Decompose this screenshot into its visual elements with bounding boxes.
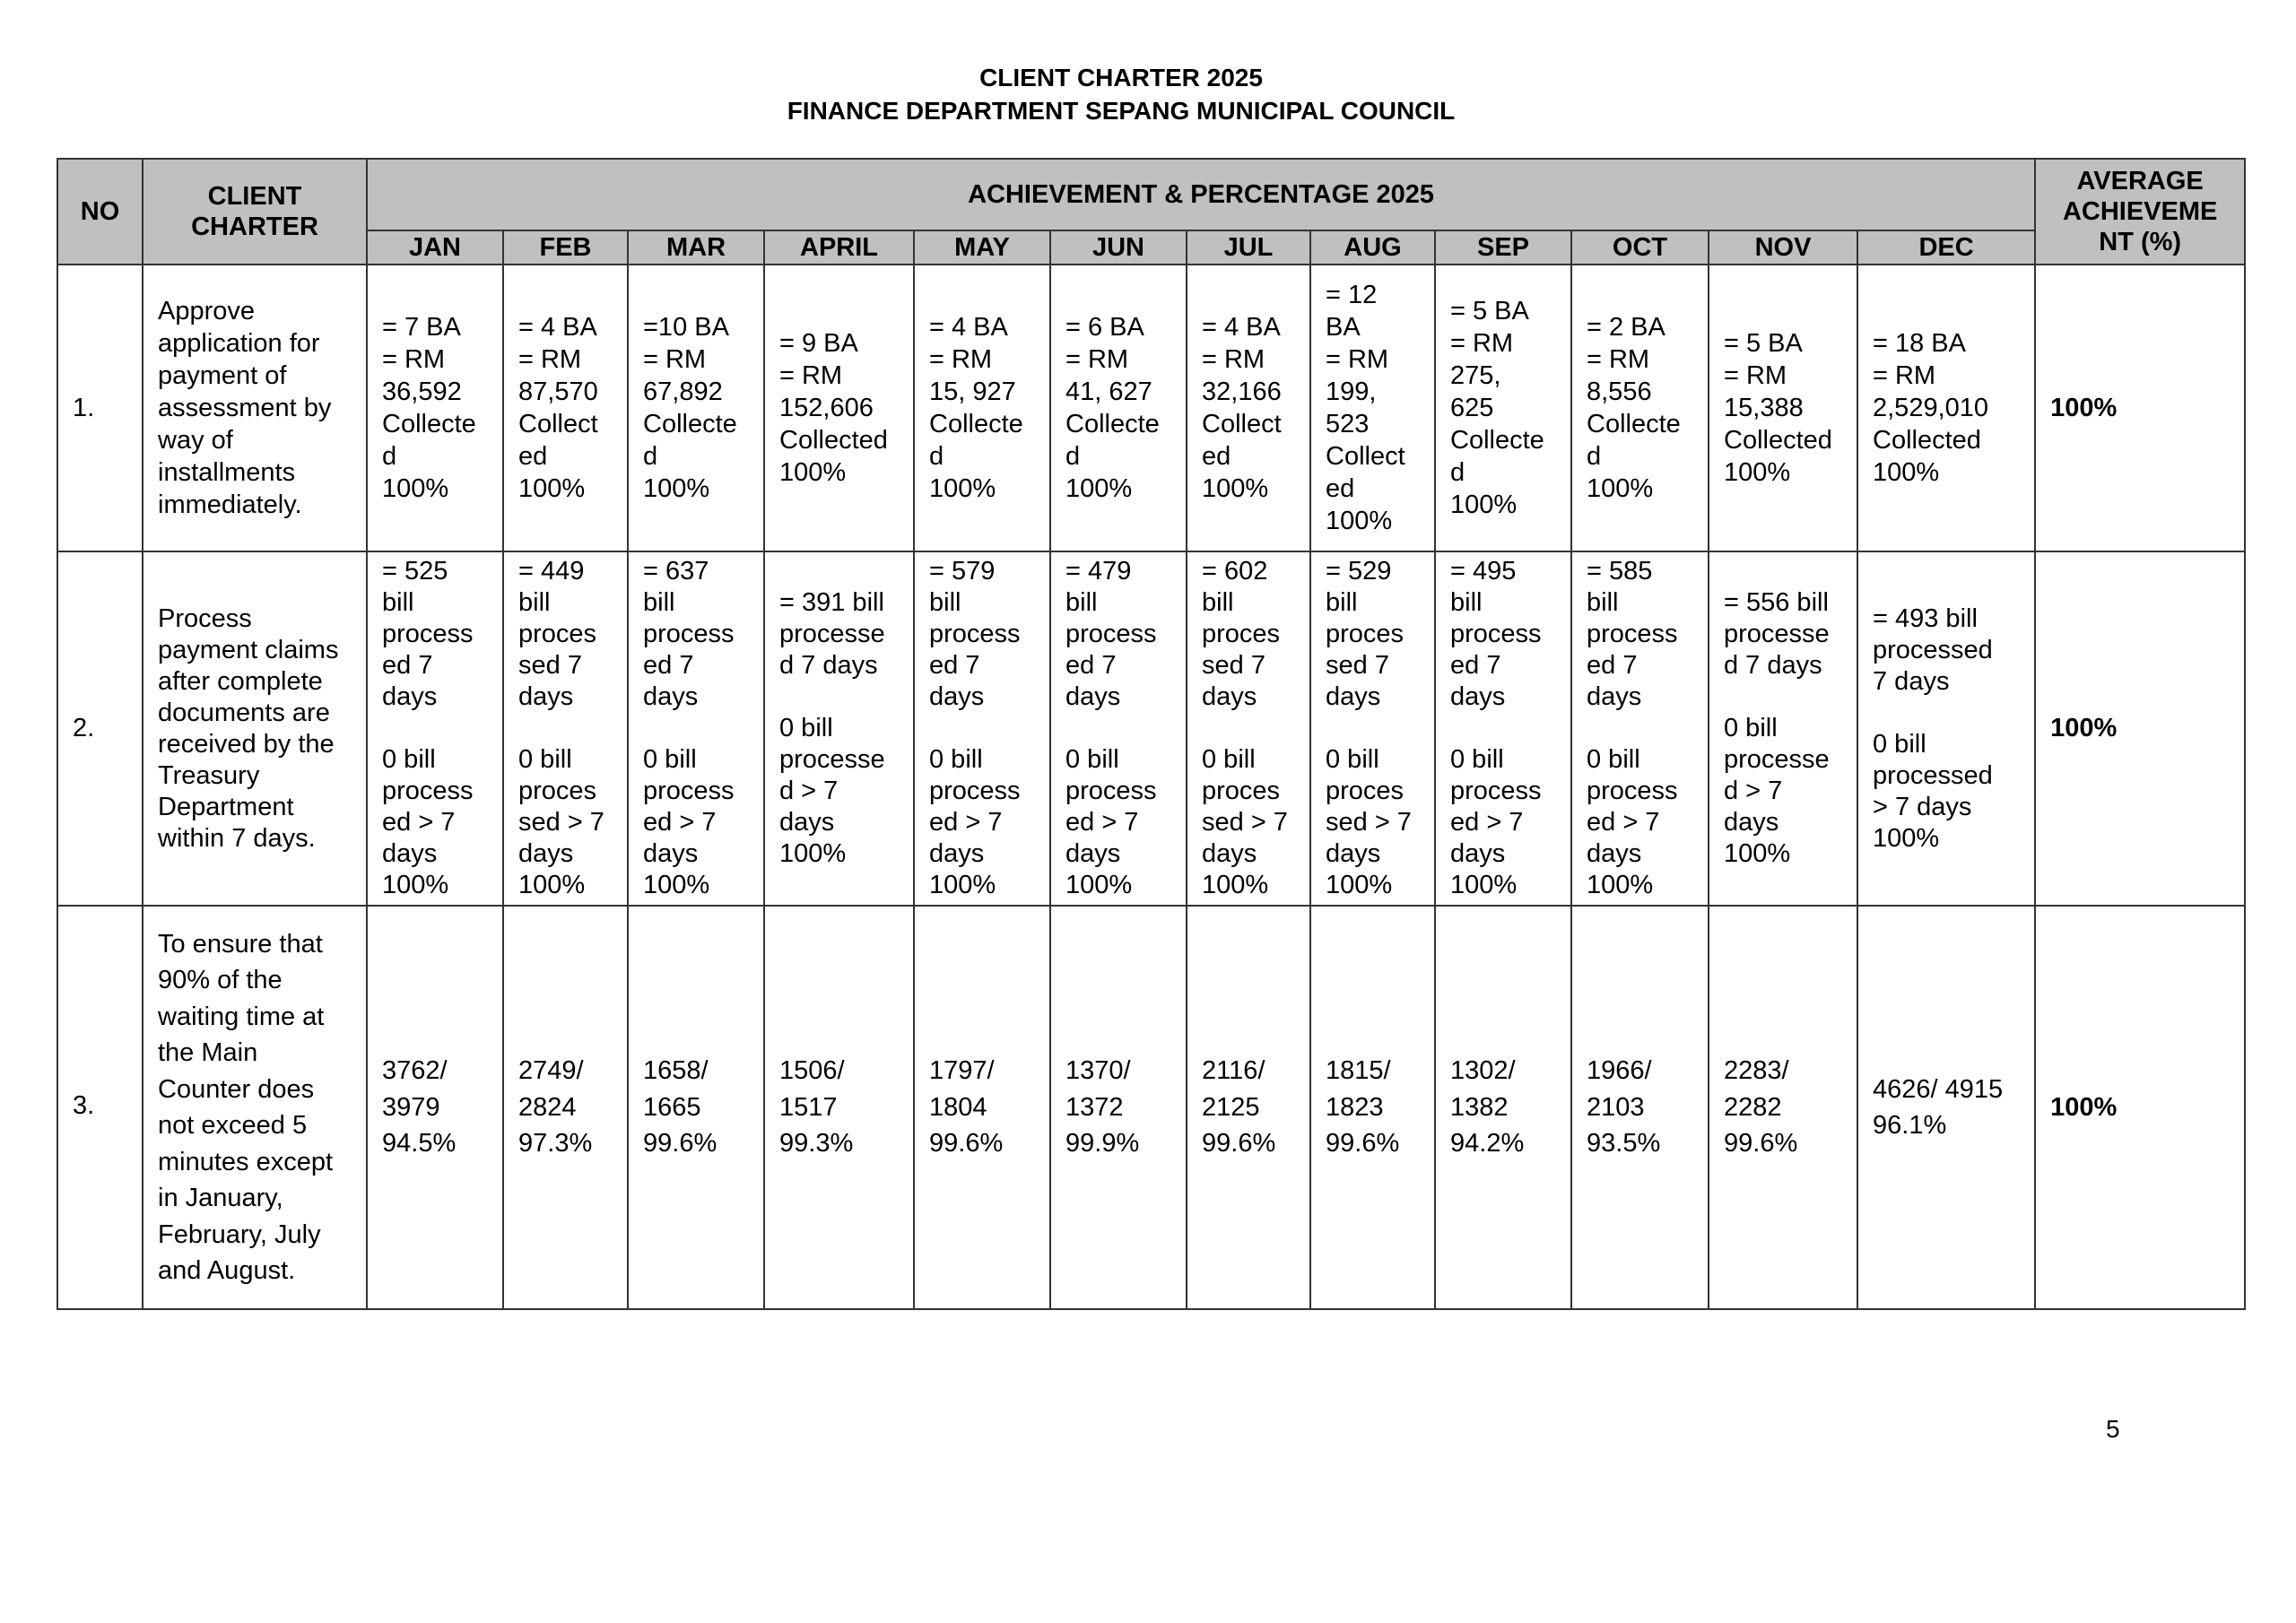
month-achievement-cell: = 5 BA = RM 275, 625 Collecte d 100% <box>1435 265 1571 551</box>
month-header: FEB <box>503 230 628 265</box>
month-achievement-cell: 1815/ 1823 99.6% <box>1310 906 1435 1309</box>
month-achievement-cell: = 602 bill proces sed 7 days 0 bill proces sed > 7 days 100% <box>1187 551 1310 906</box>
month-achievement-cell: 1658/ 1665 99.6% <box>628 906 764 1309</box>
client-charter-description: Process payment claims after complete documents are received by the Treasury Department within 7 days. <box>143 551 367 906</box>
month-achievement-cell: = 4 BA = RM 15, 927 Collecte d 100% <box>914 265 1050 551</box>
month-header: JUN <box>1050 230 1187 265</box>
month-achievement-cell: 1797/ 1804 99.6% <box>914 906 1050 1309</box>
month-header: NOV <box>1709 230 1857 265</box>
month-achievement-cell: 1302/ 1382 94.2% <box>1435 906 1571 1309</box>
month-achievement-cell: = 525 bill process ed 7 days 0 bill process ed > 7 days 100% <box>367 551 503 906</box>
month-achievement-cell: 4626/ 4915 96.1% <box>1857 906 2035 1309</box>
month-achievement-cell: 2283/ 2282 99.6% <box>1709 906 1857 1309</box>
table-row <box>57 265 2245 551</box>
client-charter-description: To ensure that 90% of the waiting time at the Main Counter does not exceed 5 minutes except in January, February, July and August. <box>143 906 367 1309</box>
average-achievement-cell: 100% <box>2035 906 2245 1309</box>
month-achievement-cell: = 585 bill process ed 7 days 0 bill process ed > 7 days 100% <box>1571 551 1709 906</box>
title-line-1: CLIENT CHARTER 2025 <box>979 64 1263 91</box>
month-achievement-cell: = 449 bill proces sed 7 days 0 bill proces sed > 7 days 100% <box>503 551 628 906</box>
month-achievement-cell: = 2 BA = RM 8,556 Collecte d 100% <box>1571 265 1709 551</box>
header-no: NO <box>57 159 143 265</box>
month-achievement-cell: 2749/ 2824 97.3% <box>503 906 628 1309</box>
month-achievement-cell: = 18 BA = RM 2,529,010 Collected 100% <box>1857 265 2035 551</box>
header-client-charter: CLIENT CHARTER <box>143 159 367 265</box>
month-achievement-cell: = 493 bill processed 7 days 0 bill processed > 7 days 100% <box>1857 551 2035 906</box>
month-header-row <box>57 230 2245 265</box>
month-achievement-cell: 3762/ 3979 94.5% <box>367 906 503 1309</box>
month-achievement-cell: = 6 BA = RM 41, 627 Collecte d 100% <box>1050 265 1187 551</box>
average-achievement-cell: 100% <box>2035 265 2245 551</box>
table-row <box>57 906 2245 1309</box>
client-charter-description: Approve application for payment of assessment by way of installments immediately. <box>143 265 367 551</box>
month-achievement-cell: 2116/ 2125 99.6% <box>1187 906 1310 1309</box>
month-header: JUL <box>1187 230 1310 265</box>
month-achievement-cell: = 5 BA = RM 15,388 Collected 100% <box>1709 265 1857 551</box>
month-achievement-cell: = 4 BA = RM 32,166 Collect ed 100% <box>1187 265 1310 551</box>
document-title <box>0 61 2242 127</box>
month-achievement-cell: = 12 BA = RM 199, 523 Collect ed 100% <box>1310 265 1435 551</box>
month-header: AUG <box>1310 230 1435 265</box>
month-header: JAN <box>367 230 503 265</box>
month-achievement-cell: = 7 BA = RM 36,592 Collecte d 100% <box>367 265 503 551</box>
title-line-2: FINANCE DEPARTMENT SEPANG MUNICIPAL COUNCIL <box>787 97 1456 125</box>
row-number: 3. <box>57 906 143 1309</box>
month-header: OCT <box>1571 230 1709 265</box>
month-achievement-cell: = 556 bill processe d 7 days 0 bill processe d > 7 days 100% <box>1709 551 1857 906</box>
row-number: 2. <box>57 551 143 906</box>
month-achievement-cell: = 579 bill process ed 7 days 0 bill process ed > 7 days 100% <box>914 551 1050 906</box>
month-achievement-cell: = 495 bill process ed 7 days 0 bill process ed > 7 days 100% <box>1435 551 1571 906</box>
table-body <box>57 265 2245 1309</box>
month-achievement-cell: =10 BA = RM 67,892 Collecte d 100% <box>628 265 764 551</box>
month-header: MAR <box>628 230 764 265</box>
month-header: SEP <box>1435 230 1571 265</box>
month-achievement-cell: = 9 BA = RM 152,606 Collected 100% <box>764 265 914 551</box>
month-achievement-cell: = 529 bill proces sed 7 days 0 bill proces sed > 7 days 100% <box>1310 551 1435 906</box>
month-achievement-cell: 1370/ 1372 99.9% <box>1050 906 1187 1309</box>
month-achievement-cell: = 637 bill process ed 7 days 0 bill process ed > 7 days 100% <box>628 551 764 906</box>
month-header: DEC <box>1857 230 2035 265</box>
month-achievement-cell: 1506/ 1517 99.3% <box>764 906 914 1309</box>
average-achievement-cell: 100% <box>2035 551 2245 906</box>
client-charter-table <box>57 158 2246 1310</box>
header-achievement: ACHIEVEMENT & PERCENTAGE 2025 <box>367 159 2035 230</box>
month-achievement-cell: = 4 BA = RM 87,570 Collect ed 100% <box>503 265 628 551</box>
table-row <box>57 551 2245 906</box>
month-header: MAY <box>914 230 1050 265</box>
month-achievement-cell: = 391 bill processe d 7 days 0 bill processe d > 7 days 100% <box>764 551 914 906</box>
page-number: 5 <box>2106 1415 2120 1443</box>
month-achievement-cell: = 479 bill process ed 7 days 0 bill process ed > 7 days 100% <box>1050 551 1187 906</box>
row-number: 1. <box>57 265 143 551</box>
header-average: AVERAGE ACHIEVEME NT (%) <box>2035 159 2245 265</box>
month-header: APRIL <box>764 230 914 265</box>
month-achievement-cell: 1966/ 2103 93.5% <box>1571 906 1709 1309</box>
